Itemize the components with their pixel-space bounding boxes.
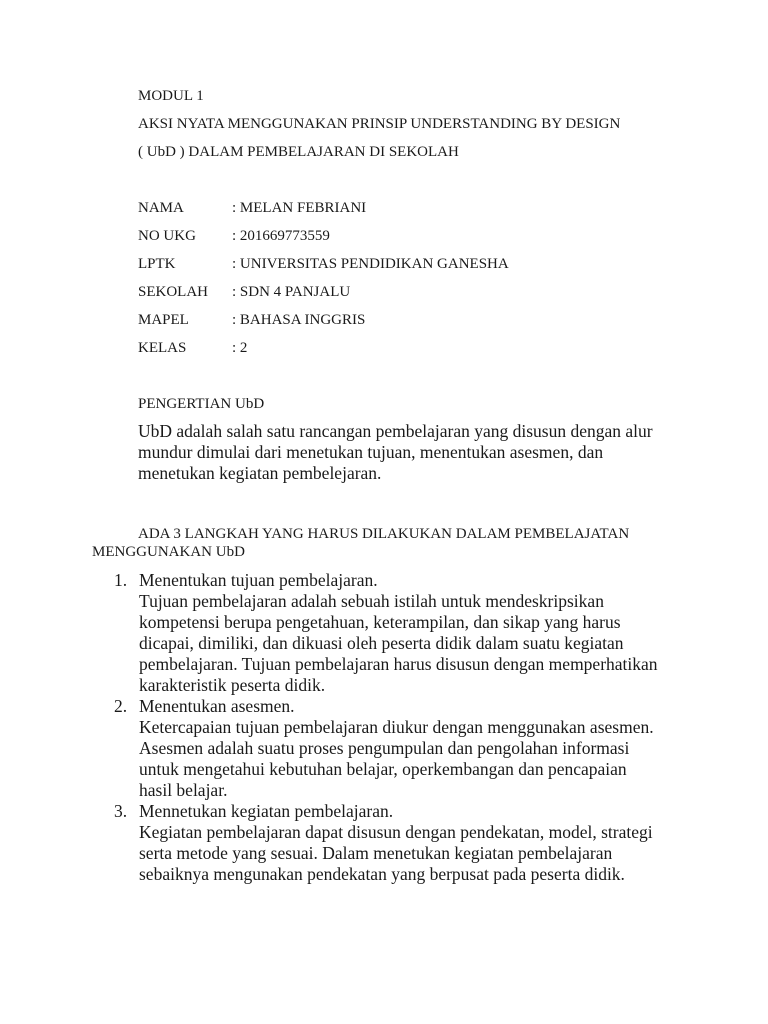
identity-value: : BAHASA INGGRIS	[232, 312, 366, 328]
definition-paragraph	[138, 421, 698, 484]
paragraph-line: sebaiknya mengunakan pendekatan yang berpusat pada peserta didik.	[139, 864, 625, 884]
step-number: 2.	[114, 696, 128, 716]
step-number: 1.	[114, 570, 128, 590]
step-title: Menentukan asesmen.	[139, 696, 295, 716]
paragraph-line: Asesmen adalah suatu proses pengumpulan dan pengolahan informasi	[139, 738, 630, 758]
paragraph-line: serta metode yang sesuai. Dalam menetukan kegiatan pembelajaran	[139, 843, 613, 863]
module-label: MODUL 1	[138, 88, 204, 104]
step-title: Mennetukan kegiatan pembelajaran.	[139, 801, 394, 821]
identity-key: SEKOLAH	[138, 284, 208, 300]
paragraph-line: Ketercapaian tujuan pembelajaran diukur dengan menggunakan asesmen.	[139, 717, 654, 737]
identity-key: NO UKG	[138, 228, 196, 244]
steps-heading-line-2: MENGGUNAKAN UbD	[92, 544, 245, 560]
paragraph-line: karakteristik peserta didik.	[139, 675, 326, 695]
identity-value: : UNIVERSITAS PENDIDIKAN GANESHA	[232, 256, 509, 272]
paragraph-line: dicapai, dimiliki, dan dikuasi oleh peserta didik dalam suatu kegiatan	[139, 633, 624, 653]
identity-key: LPTK	[138, 256, 176, 272]
paragraph-line: untuk mengetahui kebutuhan belajar, operkembangan dan pencapaian	[139, 759, 627, 779]
definition-heading: PENGERTIAN UbD	[138, 396, 265, 412]
identity-value: : 2	[232, 340, 248, 356]
identity-key: NAMA	[138, 200, 184, 216]
paragraph-line: UbD adalah salah satu rancangan pembelajaran yang disusun dengan alur	[138, 421, 653, 441]
step-title: Menentukan tujuan pembelajaran.	[139, 570, 378, 590]
step-number: 3.	[114, 801, 128, 821]
identity-value: : SDN 4 PANJALU	[232, 284, 351, 300]
document-title-line-2: ( UbD ) DALAM PEMBELAJARAN DI SEKOLAH	[138, 144, 459, 160]
identity-value: : MELAN FEBRIANI	[232, 200, 367, 216]
paragraph-line: Kegiatan pembelajaran dapat disusun dengan pendekatan, model, strategi	[139, 822, 653, 842]
steps-heading-line-1: ADA 3 LANGKAH YANG HARUS DILAKUKAN DALAM PEMBELAJATAN	[138, 526, 630, 542]
document-title-line-1: AKSI NYATA MENGGUNAKAN PRINSIP UNDERSTANDING BY DESIGN	[138, 116, 621, 132]
step-body	[139, 591, 658, 696]
paragraph-line: pembelajaran. Tujuan pembelajaran harus disusun dengan memperhatikan	[139, 654, 658, 674]
paragraph-line: kompetensi berupa pengetahuan, keterampilan, dan sikap yang harus	[139, 612, 621, 632]
identity-value: : 201669773559	[232, 228, 330, 244]
step-body	[139, 822, 653, 885]
paragraph-line: mundur dimulai dari menetukan tujuan, menentukan asesmen, dan	[138, 442, 604, 462]
identity-key: MAPEL	[138, 312, 189, 328]
paragraph-line: menetukan kegiatan pembelejaran.	[138, 463, 382, 483]
step-body	[139, 717, 654, 801]
paragraph-line: Tujuan pembelajaran adalah sebuah istilah untuk mendeskripsikan	[139, 591, 604, 611]
paragraph-line: hasil belajar.	[139, 780, 228, 800]
identity-key: KELAS	[138, 340, 187, 356]
